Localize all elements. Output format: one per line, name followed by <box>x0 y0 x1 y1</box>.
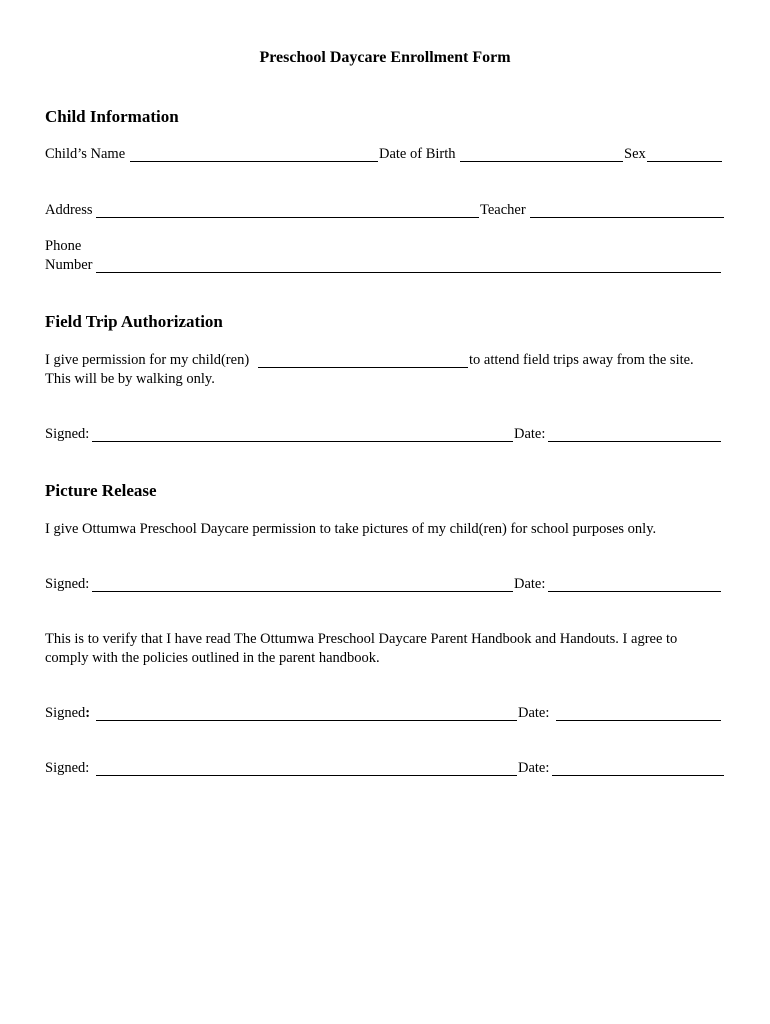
phone-number-field[interactable] <box>96 272 721 273</box>
date-of-birth-field[interactable] <box>460 161 623 162</box>
address-field[interactable] <box>96 217 479 218</box>
teacher-field[interactable] <box>530 217 724 218</box>
picture-release-signed-label: Signed: <box>45 576 90 592</box>
field-trip-date-label: Date: <box>514 426 546 442</box>
picture-release-signature-field[interactable] <box>92 591 513 592</box>
handbook-signed-label-1 <box>45 704 90 723</box>
date-of-birth-label: Date of Birth <box>379 146 456 162</box>
handbook-signed-colon-1: : <box>85 705 91 721</box>
field-trip-permission-text: I give permission for my child(ren) <box>45 352 250 368</box>
handbook-date-label-1: Date: <box>518 705 550 721</box>
handbook-date-field-2[interactable] <box>552 775 724 776</box>
field-trip-permission-text-2: to attend field trips away from the site. <box>469 352 694 368</box>
childs-name-label: Child’s Name <box>45 146 126 162</box>
address-label: Address <box>45 202 93 218</box>
picture-release-text: I give Ottumwa Preschool Daycare permission to take pictures of my child(ren) for school purposes only. <box>45 521 657 537</box>
field-trip-walking-text: This will be by walking only. <box>45 371 215 387</box>
child-information-heading: Child Information <box>45 107 179 126</box>
picture-release-date-label: Date: <box>514 576 546 592</box>
handbook-signature-field-2[interactable] <box>96 775 517 776</box>
sex-label: Sex <box>624 146 646 162</box>
field-trip-heading: Field Trip Authorization <box>45 312 223 331</box>
field-trip-date-field[interactable] <box>548 441 721 442</box>
handbook-date-field-1[interactable] <box>556 720 721 721</box>
picture-release-date-field[interactable] <box>548 591 721 592</box>
field-trip-signed-label: Signed: <box>45 426 90 442</box>
childs-name-field[interactable] <box>130 161 378 162</box>
handbook-verification-text: This is to verify that I have read The Ottumwa Preschool Daycare Parent Handbook and Handouts. I agree to <box>45 631 678 647</box>
form-title: Preschool Daycare Enrollment Form <box>259 49 511 66</box>
handbook-signature-field-1[interactable] <box>96 720 517 721</box>
sex-field[interactable] <box>647 161 722 162</box>
picture-release-heading: Picture Release <box>45 481 157 500</box>
phone-label: Phone <box>45 238 82 254</box>
handbook-signed-word-1: Signed <box>45 705 86 721</box>
field-trip-children-field[interactable] <box>258 367 468 368</box>
field-trip-signature-field[interactable] <box>92 441 513 442</box>
number-label: Number <box>45 257 93 273</box>
handbook-signed-label-2: Signed: <box>45 760 90 776</box>
handbook-date-label-2: Date: <box>518 760 550 776</box>
teacher-label: Teacher <box>480 202 526 218</box>
handbook-verification-text-2: comply with the policies outlined in the parent handbook. <box>45 650 380 666</box>
